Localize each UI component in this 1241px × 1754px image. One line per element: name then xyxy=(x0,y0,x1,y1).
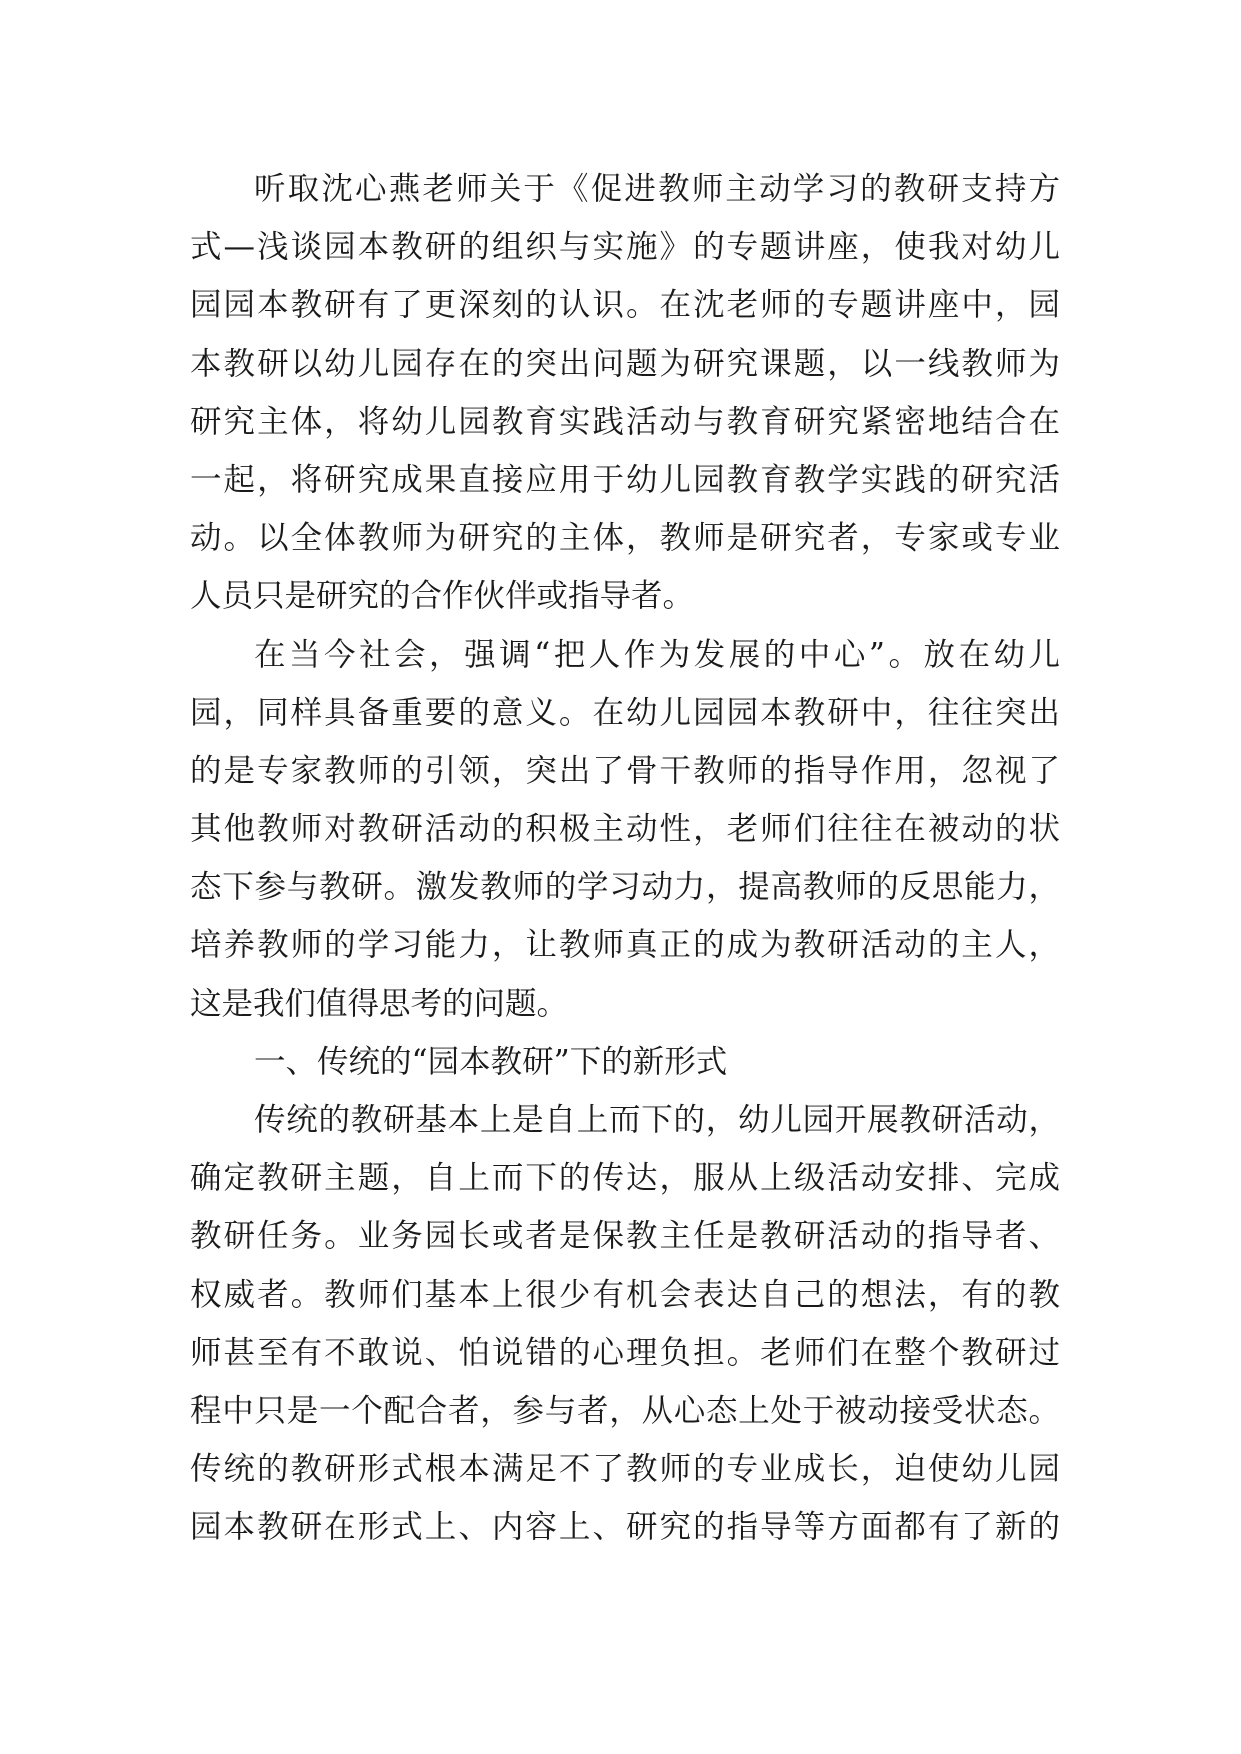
text-line: 教研任务。业务园长或者是保教主任是教研活动的指导者、 xyxy=(190,1218,1060,1255)
text-line: 园，同样具备重要的意义。在幼儿园园本教研中，往往突出 xyxy=(190,694,1060,731)
text-line: 一起，将研究成果直接应用于幼儿园教育教学实践的研究活 xyxy=(190,461,1060,498)
body-text xyxy=(190,160,1060,1557)
text-line: 动。以全体教师为研究的主体，教师是研究者，专家或专业 xyxy=(190,520,1060,557)
text-line: 式—浅谈园本教研的组织与实施》的专题讲座，使我对幼儿 xyxy=(190,229,1060,266)
text-line: 在当今社会，强调“把人作为发展的中心”。放在幼儿 xyxy=(254,636,1060,673)
text-line: 研究主体，将幼儿园教育实践活动与教育研究紧密地结合在 xyxy=(190,403,1060,440)
section-heading: 一、传统的“园本教研”下的新形式 xyxy=(254,1043,728,1080)
text-line: 人员只是研究的合作伙伴或指导者。 xyxy=(190,578,695,615)
text-line: 培养教师的学习能力，让教师真正的成为教研活动的主人， xyxy=(190,927,1060,964)
text-line: 确定教研主题，自上而下的传达，服从上级活动安排、完成 xyxy=(190,1160,1060,1197)
text-line: 听取沈心燕老师关于《促进教师主动学习的教研支持方 xyxy=(254,171,1060,207)
text-line: 这是我们值得思考的问题。 xyxy=(190,985,569,1022)
text-line: 其他教师对教研活动的积极主动性，老师们往往在被动的状 xyxy=(190,811,1060,848)
text-line: 的是专家教师的引领，突出了骨干教师的指导作用，忽视了 xyxy=(190,752,1060,789)
text-line: 园本教研在形式上、内容上、研究的指导等方面都有了新的 xyxy=(190,1509,1060,1546)
text-line: 传统的教研基本上是自上而下的，幼儿园开展教研活动， xyxy=(254,1102,1060,1138)
text-line: 师甚至有不敢说、怕说错的心理负担。老师们在整个教研过 xyxy=(190,1334,1060,1371)
text-line: 园园本教研有了更深刻的认识。在沈老师的专题讲座中，园 xyxy=(190,287,1060,324)
text-line: 程中只是一个配合者，参与者，从心态上处于被动接受状态。 xyxy=(190,1392,1060,1429)
text-line: 本教研以幼儿园存在的突出问题为研究课题，以一线教师为 xyxy=(190,345,1060,382)
text-line: 权威者。教师们基本上很少有机会表达自己的想法，有的教 xyxy=(190,1276,1060,1313)
text-line: 态下参与教研。激发教师的学习动力，提高教师的反思能力， xyxy=(190,869,1060,906)
text-line: 传统的教研形式根本满足不了教师的专业成长，迫使幼儿园 xyxy=(190,1451,1060,1488)
